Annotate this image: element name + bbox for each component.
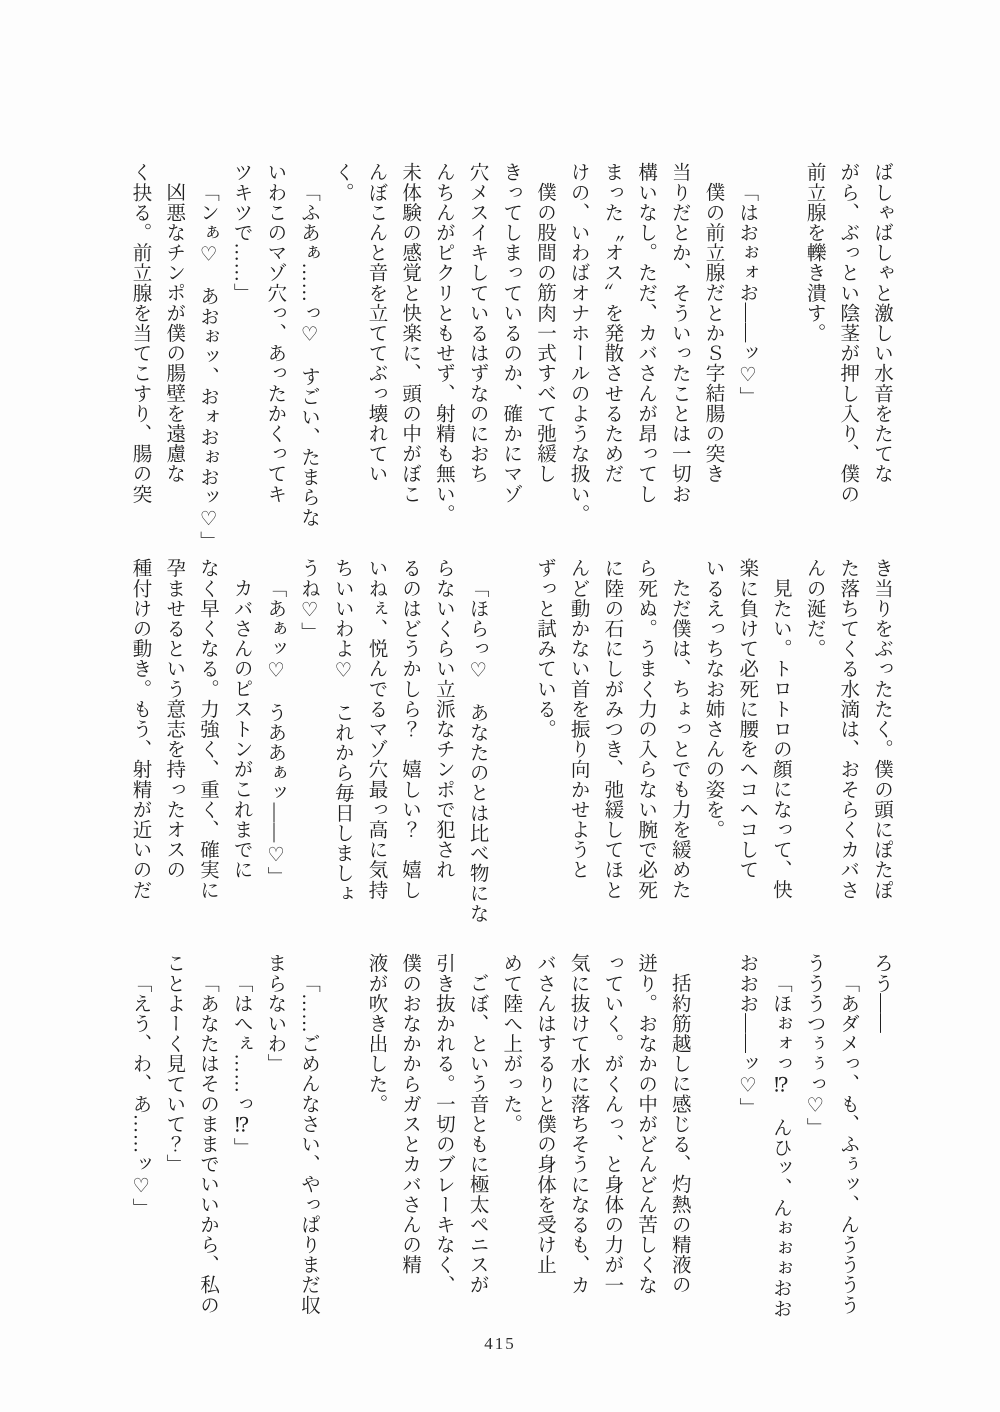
text-column: めて陸へ上がった。: [500, 953, 522, 1134]
text-column: きってしまっているのか、確かにマゾ: [500, 162, 522, 504]
text-column: なく早くなる。力強く、重く、確実に: [196, 558, 218, 900]
text-column: 「あダメっ、も、ふぅッ、んうううう: [837, 973, 859, 1315]
text-column: 凶悪なチンポが僕の腸壁を遠慮な: [163, 182, 185, 484]
text-column: 「えう、わ、あ……ッ♡」: [129, 973, 151, 1218]
text-column: ただ僕は、ちょっとでも力を緩めた: [668, 578, 690, 900]
text-column: カバさんのピストンがこれまでに: [230, 578, 252, 880]
text-column: 引き抜かれる。一切のブレーキなく、: [432, 953, 454, 1295]
text-column: く抉る。前立腺を当てこすり、腸の突: [129, 162, 151, 504]
text-column: く。: [331, 162, 353, 203]
text-column: 見たい。トロトロの顔になって、快: [769, 578, 791, 900]
text-column: き当りをぶったたく。僕の頭にぽたぽ: [871, 558, 892, 900]
text-block-middle: [123, 558, 898, 930]
text-column: バさんはするりと僕の身体を受け止: [533, 953, 555, 1275]
text-column: 当りだとか、そういったことは一切お: [668, 162, 690, 504]
text-column: ろう――: [871, 953, 892, 1034]
text-column: んちんがピクリともせず、射精も無い。: [432, 162, 454, 524]
text-column: 「ンぁ♡ あおぉッ、おォおぉおッ♡」: [196, 182, 218, 551]
text-column: 「ふあぁ……っ♡ すごい、たまらな: [298, 182, 320, 528]
text-column: 前立腺を轢き潰す。: [803, 162, 825, 343]
text-column: 楽に負けて必死に腰をヘコヘコして: [736, 558, 758, 880]
text-column: ツキツで……」: [230, 162, 252, 303]
text-column: うね♡」: [298, 558, 320, 642]
text-column: ばしゃばしゃと激しい水音をたてな: [871, 162, 892, 484]
text-column: 液が吹き出した。: [365, 953, 387, 1114]
text-column: 気に抜けて水に落ちそうになるも、カ: [567, 953, 589, 1295]
text-column: っていく。がくんっ、と身体の力が一: [601, 953, 623, 1295]
text-column: んど動かない首を振り向かせようと: [567, 558, 589, 880]
blank-line: [325, 953, 359, 1325]
text-column: 括約筋越しに感じる、灼熱の精液の: [668, 973, 690, 1295]
blank-line: [494, 558, 528, 930]
text-column: まった〝オス〟を発散させるためだ: [601, 162, 623, 484]
blank-line: [696, 953, 730, 1325]
text-column: 「あなたはそのままでいいから、私の: [196, 973, 218, 1315]
text-column: 僕の股間の筋肉一式すべて弛緩し: [533, 182, 555, 484]
text-column: ことよーく見ていて？」: [163, 953, 185, 1175]
text-column: 「あぁッ♡ うああぁッ――♡」: [264, 578, 286, 887]
text-column: いねぇ、悦んでるマゾ穴最っ高に気持: [365, 558, 387, 900]
text-column: るのはどうかしら？ 嬉しい？ 嬉し: [399, 558, 421, 900]
text-column: 穴メスイキしているはずなのにおち: [466, 162, 488, 484]
text-column: 僕のおなかからガスとカバさんの精: [399, 953, 421, 1275]
text-column: 「ほぉォっ⁉ んひッ、んぉぉぉおお: [769, 973, 791, 1319]
text-column: んぼこんと音を立ててぶっ壊れてい: [365, 162, 387, 484]
page-number: 415: [484, 1334, 516, 1353]
text-column: まらないわ」: [264, 953, 286, 1074]
text-column: 種付けの動き。もう、射精が近いのだ: [129, 558, 151, 900]
text-block-bottom: [123, 953, 898, 1325]
text-column: 「……ごめんなさい、やっぱりまだ収: [298, 973, 320, 1315]
text-column: 孕ませるという意志を持ったオスの: [163, 558, 185, 880]
text-block-top: [123, 162, 898, 551]
text-column: 迸り。おなかの中がどんどん苦しくな: [635, 953, 657, 1295]
text-column: いるえっちなお姉さんの姿を。: [702, 558, 724, 840]
text-column: 僕の前立腺だとかＳ字結腸の突き: [702, 182, 724, 484]
blank-line: [763, 162, 797, 534]
text-column: おおお――ッ♡」: [736, 953, 758, 1118]
text-column: 構いなし。ただ、カバさんが昂ってし: [635, 162, 657, 504]
text-column: けの、いわばオナホールのような扱い。: [567, 162, 589, 524]
text-column: た落ちてくる水滴は、おそらくカバさ: [837, 558, 859, 900]
text-column: 未体験の感覚と快楽に、頭の中がぼこ: [399, 162, 421, 504]
text-column: 「はおぉォお――ッ♡」: [736, 182, 758, 407]
text-column: ずっと試みている。: [533, 558, 555, 739]
text-column: 「はへぇ……っ⁉」: [230, 973, 252, 1158]
text-column: ちいいわよ♡ これから毎日しましょ: [331, 558, 353, 904]
text-column: いわこのマゾ穴っ、あったかくってキ: [264, 162, 286, 504]
text-column: ら死ぬ。うまく力の入らない腕で必死: [635, 558, 657, 900]
text-column: らないくらい立派なチンポで犯され: [432, 558, 454, 880]
text-column: んの涎だ。: [803, 558, 825, 659]
text-column: 「ほらっ♡ あなたのとは比べ物にな: [466, 578, 488, 924]
text-column: ごぼ、という音ともに極太ペニスが: [466, 973, 488, 1295]
text-column: うううつぅぅっ♡」: [803, 953, 825, 1138]
text-column: がら、ぶっとい陰茎が押し入り、僕の: [837, 162, 859, 504]
text-column: に陸の石にしがみつき、弛緩してほと: [601, 558, 623, 900]
